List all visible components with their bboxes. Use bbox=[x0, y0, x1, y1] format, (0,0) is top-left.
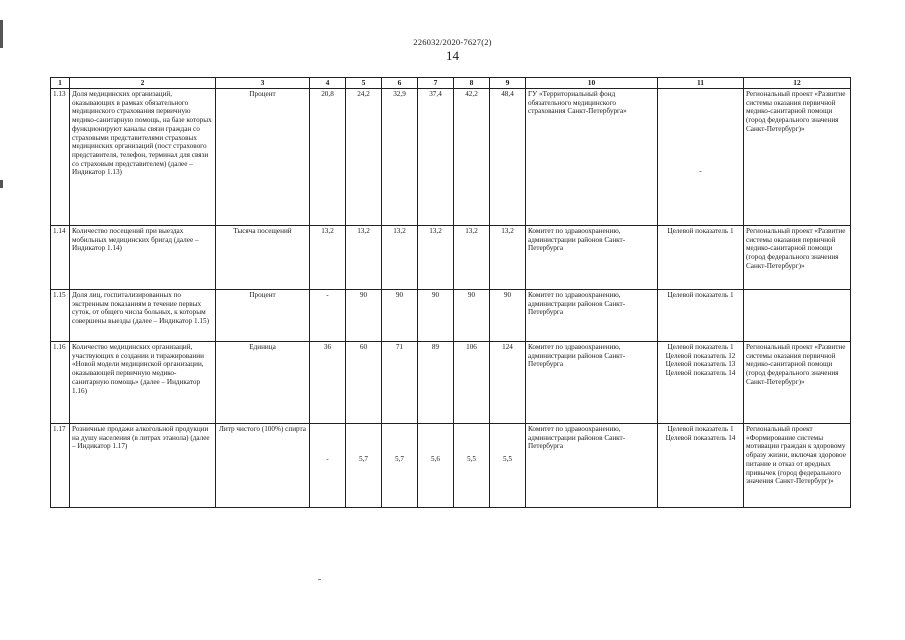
value-cell: 13,2 bbox=[418, 226, 454, 290]
project-cell: Региональный проект «Развитие системы оказания первичной медико-санитарной помощи (город федерального значения Санкт-Петербург)» bbox=[744, 226, 851, 290]
indicator-name: Количество медицинских организаций, участвующих в создании и тиражировании «Новой модели медицинской организации, оказывающей первичную медико-санитарную помощь» (далее – Индикатор 1.16) bbox=[70, 342, 216, 424]
value-cell: 37,4 bbox=[418, 89, 454, 226]
value-cell: 13,2 bbox=[454, 226, 490, 290]
column-header: 4 bbox=[310, 78, 346, 89]
link-cell bbox=[658, 342, 744, 424]
value-cell: 36 bbox=[310, 342, 346, 424]
value-cell bbox=[310, 424, 346, 508]
column-header: 12 bbox=[744, 78, 851, 89]
link-text: Целевой показатель 13 bbox=[665, 360, 736, 369]
table-header-row bbox=[51, 78, 851, 89]
value-cell bbox=[346, 424, 382, 508]
link-text: Целевой показатель 1 bbox=[667, 343, 734, 351]
unit-cell: Единица bbox=[216, 342, 310, 424]
value-cell: 90 bbox=[346, 290, 382, 342]
link-text: Целевой показатель 1 bbox=[667, 425, 734, 433]
table-row bbox=[51, 290, 851, 342]
table-row bbox=[51, 226, 851, 290]
value-cell: 60 bbox=[346, 342, 382, 424]
value-text: 5,7 bbox=[359, 455, 368, 463]
value-cell: 90 bbox=[418, 290, 454, 342]
page-number: 14 bbox=[446, 48, 459, 63]
value-cell bbox=[490, 424, 526, 508]
value-cell: 124 bbox=[490, 342, 526, 424]
project-cell bbox=[744, 290, 851, 342]
row-number: 1.16 bbox=[51, 342, 70, 424]
table-row bbox=[51, 342, 851, 424]
responsible-cell: Комитет по здравоохранению, администрации районов Санкт-Петербурга bbox=[526, 342, 658, 424]
column-header: 10 bbox=[526, 78, 658, 89]
link-text: Целевой показатель 14 bbox=[665, 369, 736, 378]
link-cell bbox=[658, 226, 744, 290]
value-text: 5,5 bbox=[503, 455, 512, 463]
project-cell: Региональный проект «Развитие системы оказания первичной медико-санитарной помощи (город федерального значения Санкт-Петербург)» bbox=[744, 89, 851, 226]
value-cell: 24,2 bbox=[346, 89, 382, 226]
scan-edge-mark bbox=[0, 180, 3, 188]
column-header: 9 bbox=[490, 78, 526, 89]
value-text: 5,6 bbox=[431, 455, 440, 463]
unit-cell: Литр чистого (100%) спирта bbox=[216, 424, 310, 508]
table-row bbox=[51, 89, 851, 226]
value-cell: 48,4 bbox=[490, 89, 526, 226]
value-cell: 90 bbox=[490, 290, 526, 342]
column-header: 8 bbox=[454, 78, 490, 89]
column-header: 6 bbox=[382, 78, 418, 89]
link-text: Целевой показатель 1 bbox=[667, 291, 734, 299]
project-cell: Региональный проект «Формирование системы мотивации граждан к здоровому образу жизни, включая здоровое питание и отказ от вредных привычек (город федерального значения Санкт-Петербург)» bbox=[744, 424, 851, 508]
link-cell bbox=[658, 89, 744, 226]
value-text: 5,5 bbox=[467, 455, 476, 463]
value-cell: 20,8 bbox=[310, 89, 346, 226]
value-cell: - bbox=[310, 290, 346, 342]
scan-speck bbox=[318, 579, 321, 580]
value-cell: 90 bbox=[454, 290, 490, 342]
value-cell: 13,2 bbox=[490, 226, 526, 290]
value-cell: 89 bbox=[418, 342, 454, 424]
responsible-cell: Комитет по здравоохранению, администрации районов Санкт-Петербурга bbox=[526, 226, 658, 290]
indicator-name: Количество посещений при выездах мобильных медицинских бригад (далее – Индикатор 1.14) bbox=[70, 226, 216, 290]
indicator-name: Доля лиц, госпитализированных по экстренным показаниям в течение первых суток, от общего числа больных, к которым совершены выезды (далее – Индикатор 1.15) bbox=[70, 290, 216, 342]
column-header: 11 bbox=[658, 78, 744, 89]
responsible-cell: Комитет по здравоохранению, администрации районов Санкт-Петербурга bbox=[526, 290, 658, 342]
unit-cell: Процент bbox=[216, 290, 310, 342]
value-cell: 13,2 bbox=[382, 226, 418, 290]
link-text: Целевой показатель 12 bbox=[665, 351, 736, 360]
link-text: Целевой показатель 14 bbox=[665, 433, 736, 442]
column-header: 2 bbox=[70, 78, 216, 89]
link-cell bbox=[658, 424, 744, 508]
value-cell bbox=[454, 424, 490, 508]
unit-cell: Процент bbox=[216, 89, 310, 226]
value-cell: 106 bbox=[454, 342, 490, 424]
value-cell: 13,2 bbox=[346, 226, 382, 290]
value-cell: 32,9 bbox=[382, 89, 418, 226]
project-cell: Региональный проект «Развитие системы оказания первичной медико-санитарной помощи (город федерального значения Санкт-Петербург)» bbox=[744, 342, 851, 424]
column-header: 7 bbox=[418, 78, 454, 89]
link-cell bbox=[658, 290, 744, 342]
row-number: 1.17 bbox=[51, 424, 70, 508]
column-header: 3 bbox=[216, 78, 310, 89]
unit-cell: Тысяча посещений bbox=[216, 226, 310, 290]
value-text: 5,7 bbox=[395, 455, 404, 463]
row-number: 1.14 bbox=[51, 226, 70, 290]
value-cell bbox=[382, 424, 418, 508]
link-text: - bbox=[699, 166, 702, 175]
column-header: 5 bbox=[346, 78, 382, 89]
value-cell: 13,2 bbox=[310, 226, 346, 290]
value-cell: 71 bbox=[382, 342, 418, 424]
column-header: 1 bbox=[51, 78, 70, 89]
row-number: 1.13 bbox=[51, 89, 70, 226]
responsible-cell: Комитет по здравоохранению, администрации районов Санкт-Петербурга bbox=[526, 424, 658, 508]
value-cell: 42,2 bbox=[454, 89, 490, 226]
indicator-name: Розничные продажи алкогольной продукции на душу населения (в литрах этанола) (далее – Индикатор 1.17) bbox=[70, 424, 216, 508]
table-row bbox=[51, 424, 851, 508]
link-text: Целевой показатель 1 bbox=[667, 227, 734, 235]
responsible-cell: ГУ «Территориальный фонд обязательного медицинского страхования Санкт-Петербурга» bbox=[526, 89, 658, 226]
indicator-name: Доля медицинских организаций, оказывающих в рамках обязательного медицинского страхования первичную медико-санитарную помощь, на базе которых функционируют каналы связи граждан со страховыми представителями страховых медицинских организаций (пост страхового представителя, телефон, терминал для связи со страховым представителем) (далее – Индикатор 1.13) bbox=[70, 89, 216, 226]
indicator-table bbox=[50, 77, 851, 508]
row-number: 1.15 bbox=[51, 290, 70, 342]
value-cell bbox=[418, 424, 454, 508]
value-cell: 90 bbox=[382, 290, 418, 342]
value-text: - bbox=[326, 455, 329, 463]
document-number: 226032/2020-7627(2) bbox=[413, 37, 492, 47]
